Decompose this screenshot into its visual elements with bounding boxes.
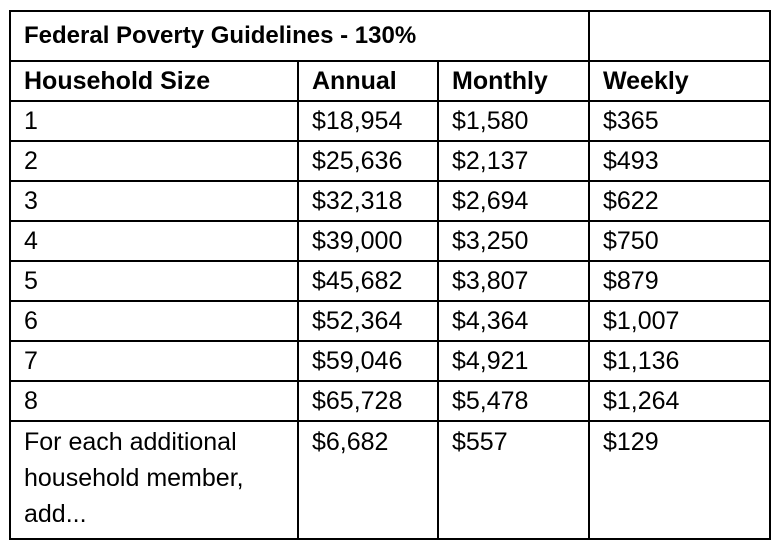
- table-row: [10, 261, 770, 301]
- annual-cell: $25,636: [298, 141, 438, 181]
- monthly-cell: $2,137: [438, 141, 589, 181]
- annual-cell: $52,364: [298, 301, 438, 341]
- monthly-cell: $3,807: [438, 261, 589, 301]
- monthly-cell: $3,250: [438, 221, 589, 261]
- table-row: [10, 181, 770, 221]
- additional-member-row: [10, 421, 770, 539]
- monthly-cell: $2,694: [438, 181, 589, 221]
- weekly-cell: $1,264: [589, 381, 770, 421]
- weekly-cell: $879: [589, 261, 770, 301]
- household-size-cell: 1: [10, 101, 298, 141]
- additional-monthly-cell: $557: [438, 421, 589, 539]
- household-size-cell: 8: [10, 381, 298, 421]
- weekly-cell: $365: [589, 101, 770, 141]
- table-row: [10, 141, 770, 181]
- header-row: [10, 61, 770, 101]
- table-row: [10, 221, 770, 261]
- header-annual: Annual: [298, 61, 438, 101]
- title-empty-cell: [589, 11, 770, 61]
- household-size-cell: 6: [10, 301, 298, 341]
- annual-cell: $45,682: [298, 261, 438, 301]
- household-size-cell: 3: [10, 181, 298, 221]
- household-size-cell: 2: [10, 141, 298, 181]
- monthly-cell: $1,580: [438, 101, 589, 141]
- additional-weekly-cell: $129: [589, 421, 770, 539]
- household-size-cell: 4: [10, 221, 298, 261]
- household-size-cell: 5: [10, 261, 298, 301]
- table-row: [10, 101, 770, 141]
- table-row: [10, 381, 770, 421]
- table-title: Federal Poverty Guidelines - 130%: [10, 11, 589, 61]
- annual-cell: $65,728: [298, 381, 438, 421]
- monthly-cell: $5,478: [438, 381, 589, 421]
- weekly-cell: $622: [589, 181, 770, 221]
- annual-cell: $18,954: [298, 101, 438, 141]
- weekly-cell: $1,136: [589, 341, 770, 381]
- weekly-cell: $750: [589, 221, 770, 261]
- header-weekly: Weekly: [589, 61, 770, 101]
- household-size-cell: 7: [10, 341, 298, 381]
- table-row: [10, 301, 770, 341]
- weekly-cell: $1,007: [589, 301, 770, 341]
- header-monthly: Monthly: [438, 61, 589, 101]
- annual-cell: $59,046: [298, 341, 438, 381]
- annual-cell: $32,318: [298, 181, 438, 221]
- monthly-cell: $4,921: [438, 341, 589, 381]
- annual-cell: $39,000: [298, 221, 438, 261]
- header-household-size: Household Size: [10, 61, 298, 101]
- table-row: [10, 341, 770, 381]
- title-row: [10, 11, 770, 61]
- poverty-guidelines-table: [9, 10, 771, 540]
- monthly-cell: $4,364: [438, 301, 589, 341]
- weekly-cell: $493: [589, 141, 770, 181]
- additional-member-label: For each additional household member, add...: [10, 421, 298, 539]
- additional-annual-cell: $6,682: [298, 421, 438, 539]
